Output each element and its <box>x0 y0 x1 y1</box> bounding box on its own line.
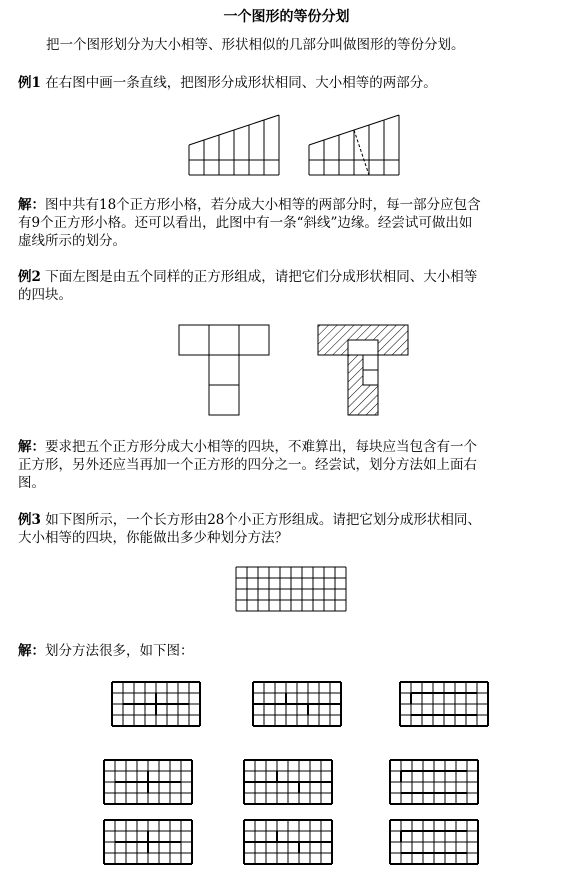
solution-grid <box>244 760 332 804</box>
example-1-question-text: 在右图中画一条直线，把图形分成形状相同、大小相等的两部分。 <box>45 75 437 91</box>
example-2-answer-line-2: 正方形，另外还应当再加一个正方形的四分之一。经尝试，划分方法如上面右 <box>18 457 477 473</box>
solution-grid <box>390 820 478 864</box>
example-3-solution-grids <box>104 682 488 864</box>
example-2-answer-line-1: 解：要求把五个正方形分成大小相等的四块，不难算出，每块应当包含有一个 <box>18 439 477 455</box>
example-2-question-line-1: 例2 下面左图是由五个同样的正方形组成，请把它们分成形状相同、大小相等 <box>18 269 478 285</box>
example-1-answer-line-1: 解：图中共有18个正方形小格，若分成大小相等的两部分时，每一部分应包含 <box>18 197 481 213</box>
example-2-figure-right <box>318 325 408 415</box>
example-2-label: 例2 <box>18 269 41 285</box>
example-1-answer-line-3: 虚线所示的划分。 <box>18 233 126 249</box>
example-3-answer-label: 解： <box>18 643 45 659</box>
solution-grid <box>112 682 200 726</box>
solution-grid <box>253 682 341 726</box>
example-1-answer-label: 解： <box>18 197 45 213</box>
intro-text: 把一个图形划分为大小相等、形状相似的几部分叫做图形的等份分划。 <box>46 37 465 53</box>
example-3-grid <box>236 567 346 611</box>
example-2-figure-left <box>179 325 269 415</box>
example-2-answer-label: 解： <box>18 439 45 455</box>
example-1-label: 例1 <box>18 75 41 91</box>
solution-grid <box>104 820 192 864</box>
example-2-question-line-2: 的四块。 <box>18 287 72 303</box>
example-3-question-line-1: 例3 如下图所示，一个长方形由28个小正方形组成。请把它划分成形状相同、 <box>18 512 481 528</box>
example-3-label: 例3 <box>18 512 41 528</box>
solution-grid <box>390 760 478 804</box>
example-3-answer: 解：划分方法很多，如下图： <box>18 643 194 659</box>
solution-grid <box>104 760 192 804</box>
page-title: 一个图形的等份分划 <box>223 9 350 25</box>
example-3-question-line-2: 大小相等的四块，你能做出多少种划分方法？ <box>18 530 288 546</box>
example-1-answer-line-2: 有9个正方形小格。还可以看出，此图中有一条“斜线”边缘。经尝试可做出如 <box>18 215 473 231</box>
example-1-figure-right <box>309 115 399 175</box>
example-1-figure-left <box>189 115 279 175</box>
solution-grid <box>400 682 488 726</box>
solution-grid <box>244 820 332 864</box>
example-2-answer-line-3: 图。 <box>18 475 45 491</box>
